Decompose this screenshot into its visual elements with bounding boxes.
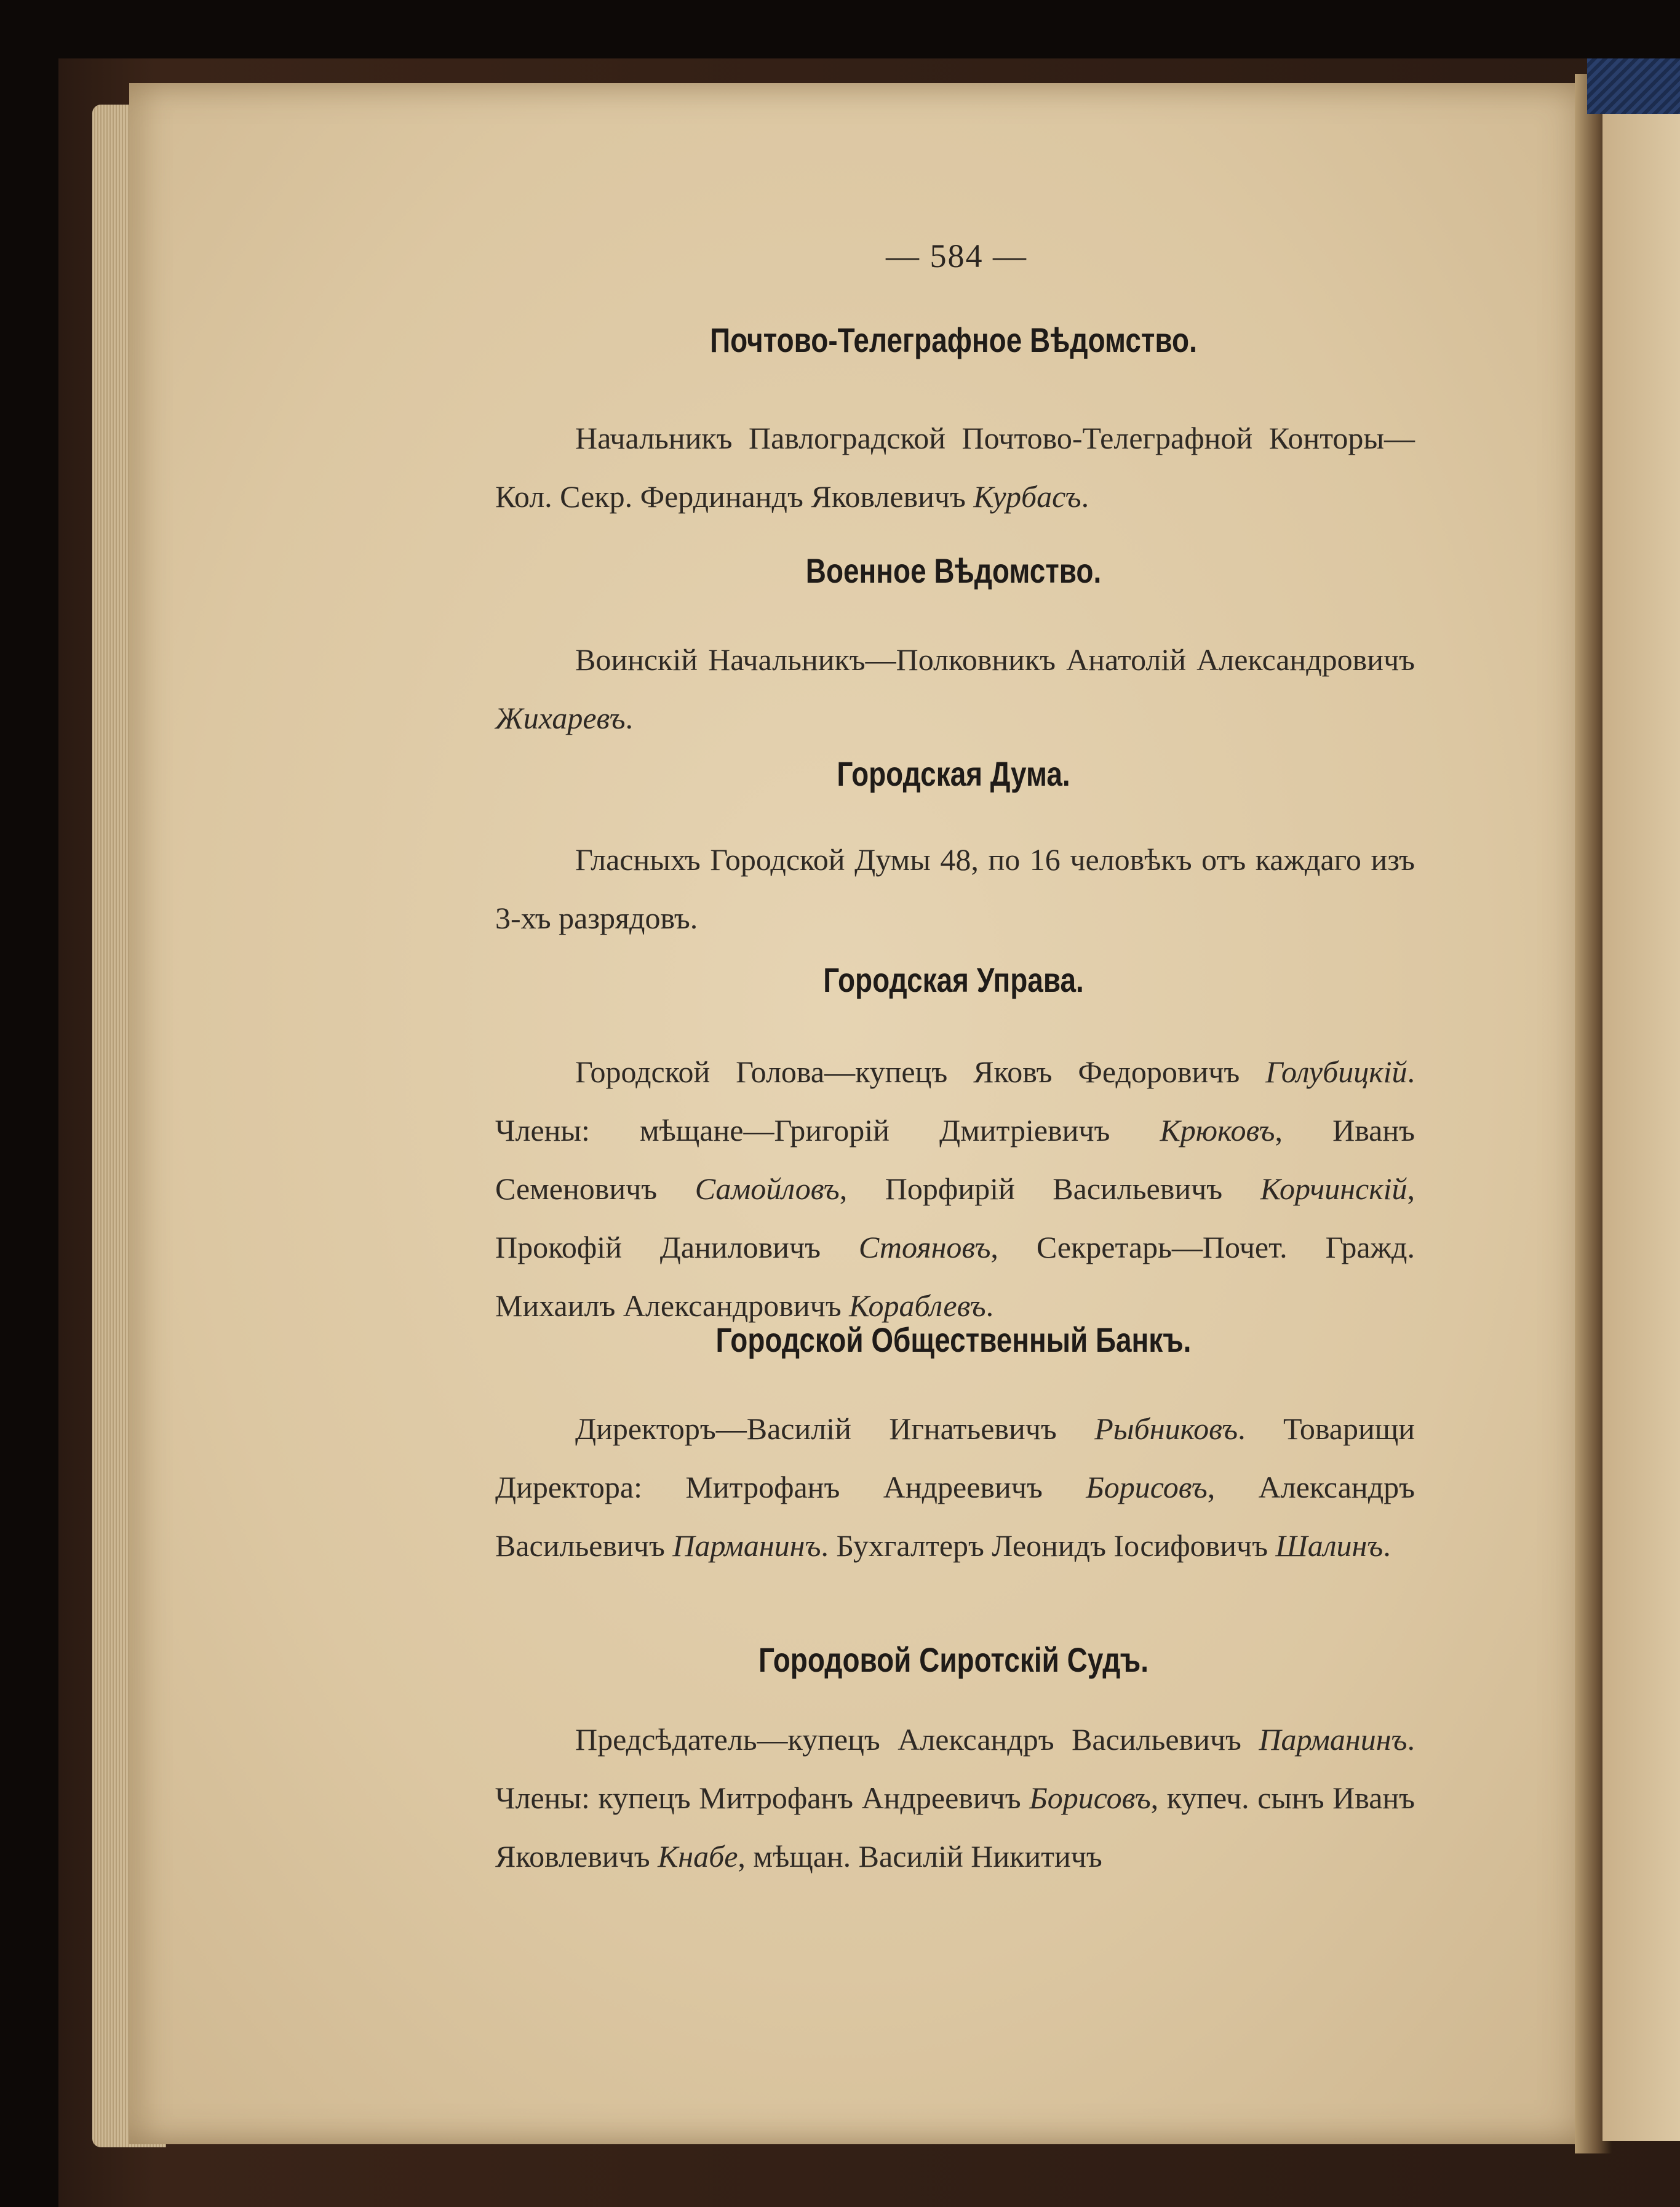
section-heading-postal: Почтово-Телеграфное Вѣдомство. — [710, 321, 1197, 359]
surname: Корчинскій — [1260, 1171, 1407, 1206]
surname: Самойловъ — [695, 1171, 840, 1206]
page-number: — 584 — — [886, 237, 1027, 274]
surname: Парманинъ — [1259, 1722, 1407, 1757]
surname: Парманинъ — [672, 1528, 821, 1563]
surname: Шалинъ — [1275, 1528, 1383, 1563]
section-heading-bank: Городской Общественный Банкъ. — [715, 1320, 1192, 1359]
section-heading-uprava: Городская Управа. — [823, 960, 1084, 999]
section-text-postal: Начальникъ Павлоградской Почтово-Телеграфной Конторы—Кол. Секр. Фердинандъ Яковлевичъ Курбасъ. — [495, 421, 1415, 514]
section-heading-orphan-court: Городовой Сиротскій Судъ. — [758, 1640, 1149, 1679]
surname: Крюковъ — [1160, 1113, 1275, 1147]
surname: Борисовъ — [1086, 1470, 1208, 1504]
surname: Кораблевъ — [849, 1288, 986, 1323]
section-text-duma: Гласныхъ Городской Думы 48, по 16 человѣкъ отъ каждаго изъ 3-хъ разрядовъ. — [495, 842, 1415, 935]
surname: Кнабе — [658, 1839, 738, 1874]
section-text-military: Воинскій Начальникъ—Полковникъ Анатолій Александровичъ Жихаревъ. — [495, 642, 1415, 735]
surname: Рыбниковъ — [1094, 1411, 1238, 1446]
section-text-bank: Директоръ—Василій Игнатьевичъ Рыбниковъ. Товарищи Директора: Митрофанъ Андреевичъ Борисовъ, Александръ Васильевичъ Парманинъ. Бухгалтеръ Леонидъ Іосифовичъ Шалинъ. — [495, 1411, 1415, 1563]
section-text-uprava: Городской Голова—купецъ Яковъ Федоровичъ Голубицкій. Члены: мѣщане—Григорій Дмитріевичъ Крюковъ, Иванъ Семеновичъ Самойловъ, Порфирій Васильевичъ Корчинскій, Прокофій Даниловичъ Стояновъ, Секретарь—Почет. Гражд. Михаилъ Александровичъ Кораблевъ. — [495, 1055, 1415, 1323]
surname: Курбасъ — [973, 479, 1081, 514]
surname: Жихаревъ — [495, 701, 626, 735]
next-page-edge — [1602, 92, 1680, 2141]
surname: Голубицкій — [1265, 1055, 1407, 1089]
cloth-binding — [1587, 58, 1680, 114]
surname: Стояновъ — [858, 1230, 991, 1264]
section-heading-military: Военное Вѣдомство. — [805, 551, 1102, 590]
surname: Борисовъ — [1029, 1781, 1151, 1815]
section-heading-duma: Городская Дума. — [837, 754, 1070, 793]
section-text-orphan-court: Предсѣдатель—купецъ Александръ Васильевичъ Парманинъ. Члены: купецъ Митрофанъ Андреевичъ Борисовъ, купеч. сынъ Иванъ Яковлевичъ Кнабе, мѣщан. Василій Никитичъ — [495, 1722, 1415, 1874]
